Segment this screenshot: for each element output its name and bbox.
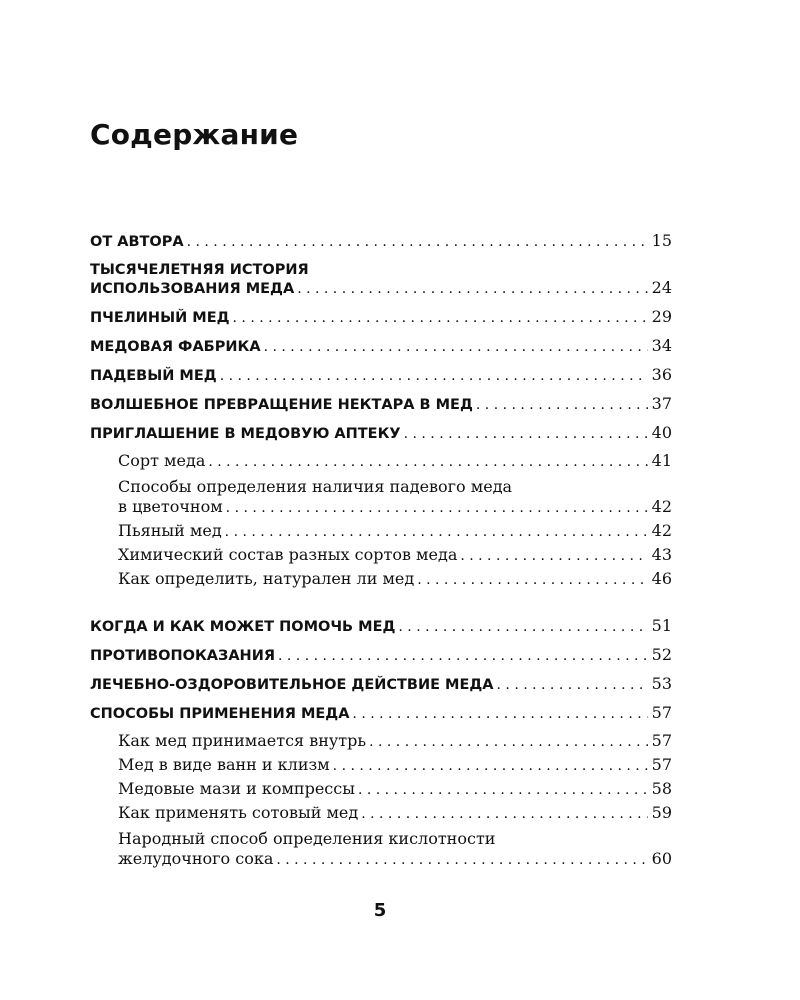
toc-entry-title: КОГДА И КАК МОЖЕТ ПОМОЧЬ МЕД — [90, 619, 396, 635]
page-number: 5 — [373, 900, 387, 921]
dot-leader — [460, 546, 647, 566]
toc-entry-title: Как мед принимается внутрь — [118, 731, 367, 750]
toc-entry-title: ОТ АВТОРА — [90, 234, 184, 250]
toc-page-number: 43 — [651, 545, 672, 564]
toc-entry-title: Как применять сотовый мед — [118, 803, 359, 822]
toc-section — [90, 521, 672, 542]
toc-page-number: 42 — [651, 497, 672, 516]
toc-chapter — [90, 366, 672, 385]
toc-chapter — [90, 617, 672, 636]
dot-leader — [361, 804, 647, 824]
toc-page-number: 57 — [651, 755, 672, 774]
toc-page-number: 46 — [651, 569, 672, 588]
toc-page-number: 36 — [651, 365, 672, 384]
toc-chapter — [90, 424, 672, 443]
toc-chapter — [90, 308, 672, 327]
toc-page-number: 57 — [651, 731, 672, 750]
toc-entry-title: ИСПОЛЬЗОВАНИЯ МЕДА — [90, 281, 295, 297]
toc-chapter — [90, 337, 672, 356]
toc-entry-title: Сорт меда — [118, 451, 206, 470]
toc-entry-title: Медовые мази и компрессы — [118, 779, 355, 798]
toc-page-number: 41 — [651, 451, 672, 470]
dot-leader — [220, 367, 648, 385]
toc-section — [90, 755, 672, 776]
toc-section — [90, 545, 672, 566]
dot-leader — [352, 705, 647, 723]
dot-leader — [333, 756, 648, 776]
dot-leader — [187, 233, 648, 251]
toc-chapter — [90, 232, 672, 251]
toc-page-number: 34 — [651, 336, 672, 355]
dot-leader — [398, 618, 647, 636]
dot-leader — [233, 309, 648, 327]
toc-entry-title: Пьяный мед — [118, 521, 222, 540]
toc-section — [90, 451, 672, 472]
toc-entry-title: ПАДЕВЫЙ МЕД — [90, 368, 217, 384]
toc-entry-title: ПЧЕЛИНЫЙ МЕД — [90, 310, 230, 326]
toc-entry-title: СПОСОБЫ ПРИМЕНЕНИЯ МЕДА — [90, 706, 350, 722]
toc-page-number: 58 — [651, 779, 672, 798]
toc-section — [90, 731, 672, 752]
table-of-contents — [90, 232, 672, 870]
toc-entry-title: ВОЛШЕБНОЕ ПРЕВРАЩЕНИЕ НЕКТАРА В МЕД — [90, 397, 473, 413]
toc-page-number: 24 — [651, 278, 672, 297]
toc-chapter — [90, 261, 672, 298]
toc-section — [90, 569, 672, 590]
dot-leader — [417, 570, 647, 590]
toc-page-number: 53 — [651, 674, 672, 693]
toc-entry-title-line: ТЫСЯЧЕЛЕТНЯЯ ИСТОРИЯ — [90, 262, 309, 278]
toc-chapter — [90, 646, 672, 665]
toc-entry-title: Химический состав разных сортов меда — [118, 545, 458, 564]
toc-entry-title: ПРИГЛАШЕНИЕ В МЕДОВУЮ АПТЕКУ — [90, 426, 401, 442]
dot-leader — [404, 425, 648, 443]
toc-page-number: 15 — [651, 231, 672, 250]
toc-page-number: 29 — [651, 307, 672, 326]
toc-entry-title-line: Способы определения наличия падевого меда — [118, 477, 513, 496]
toc-section — [90, 829, 672, 870]
toc-page-number: 57 — [651, 703, 672, 722]
toc-entry-title-line: Народный способ определения кислотности — [118, 829, 496, 848]
dot-leader — [208, 452, 647, 472]
toc-entry-title: Как определить, натурален ли мед — [118, 569, 415, 588]
page-title: Содержание — [90, 118, 299, 151]
toc-chapter — [90, 395, 672, 414]
dot-leader — [358, 780, 648, 800]
toc-entry-title: в цветочном — [118, 497, 223, 516]
dot-leader — [369, 732, 648, 752]
toc-chapter — [90, 675, 672, 694]
dot-leader — [225, 522, 648, 542]
toc-entry-title: ЛЕЧЕБНО-ОЗДОРОВИТЕЛЬНОЕ ДЕЙСТВИЕ МЕДА — [90, 677, 494, 693]
toc-page-number: 60 — [651, 849, 672, 868]
toc-page-number: 40 — [651, 423, 672, 442]
toc-page-number: 37 — [651, 394, 672, 413]
dot-leader — [278, 647, 648, 665]
dot-leader — [476, 396, 648, 414]
toc-entry-title: Мед в виде ванн и клизм — [118, 755, 330, 774]
dot-leader — [297, 280, 647, 298]
toc-section — [90, 779, 672, 800]
toc-chapter — [90, 704, 672, 723]
dot-leader — [276, 850, 647, 870]
toc-page-number: 52 — [651, 645, 672, 664]
dot-leader — [264, 338, 648, 356]
toc-page-number: 42 — [651, 521, 672, 540]
dot-leader — [226, 498, 648, 518]
toc-entry-title: ПРОТИВОПОКАЗАНИЯ — [90, 648, 275, 664]
toc-entry-title: желудочного сока — [118, 849, 274, 868]
toc-page-number: 51 — [651, 616, 672, 635]
dot-leader — [497, 676, 648, 694]
toc-entry-title: МЕДОВАЯ ФАБРИКА — [90, 339, 261, 355]
toc-section — [90, 803, 672, 824]
toc-section — [90, 477, 672, 518]
toc-page-number: 59 — [651, 803, 672, 822]
